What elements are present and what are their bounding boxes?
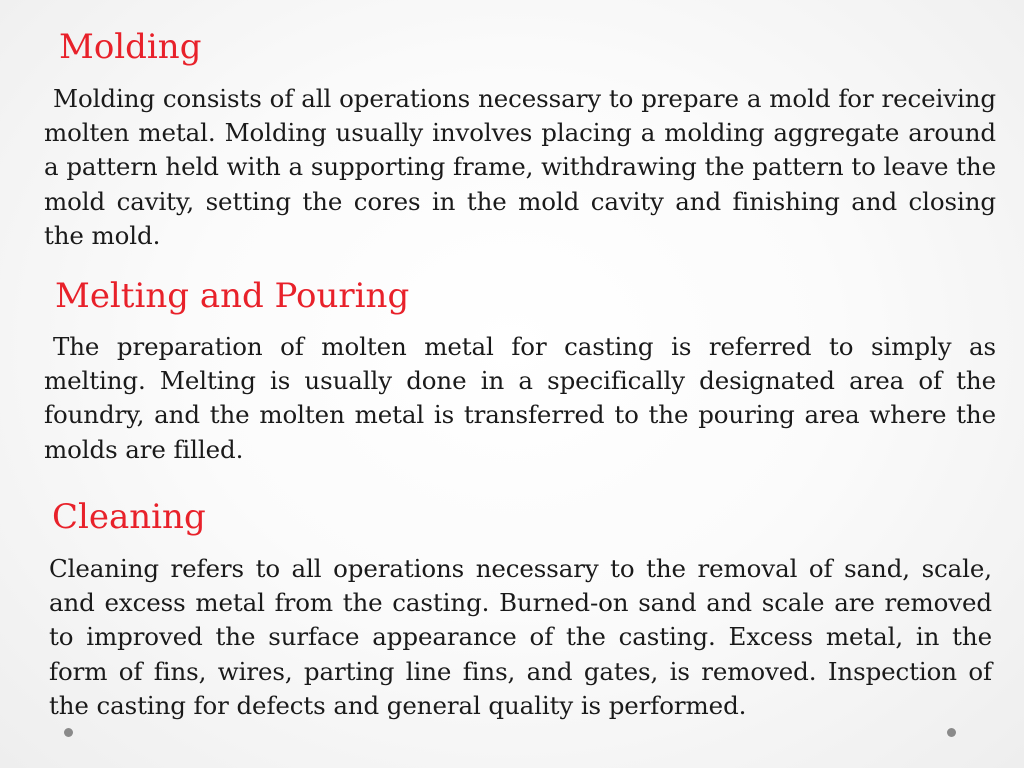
section-heading-melting-pouring: Melting and Pouring — [55, 276, 410, 316]
bullet-left-decoration — [64, 728, 73, 737]
section-heading-molding: Molding — [59, 27, 202, 67]
section-body-molding: Molding consists of all operations necessary to prepare a mold for receiving molten metal. Molding usually involves placing a molding aggregate around a pattern held with a supporting frame, withdrawing the pattern to leave the mold cavity, setting the cores in the mold cavity and finishing and closing the mold. — [44, 84, 996, 250]
section-body-cleaning: Cleaning refers to all operations necessary to the removal of sand, scale, and excess metal from the casting. Burned-on sand and scale are removed to improved the surface appearance of the casting. Excess metal, in the form of fins, wires, parting line fins, and gates, is removed. Inspection of the casting for defects and general quality is performed. — [49, 554, 992, 720]
bullet-right-decoration — [947, 728, 956, 737]
section-body-melting-pouring: The preparation of molten metal for casting is referred to simply as melting. Melting is usually done in a specifically designated area of the foundry, and the molten metal is transferred to the pouring area where the molds are filled. — [44, 332, 996, 464]
section-heading-cleaning: Cleaning — [52, 497, 206, 537]
